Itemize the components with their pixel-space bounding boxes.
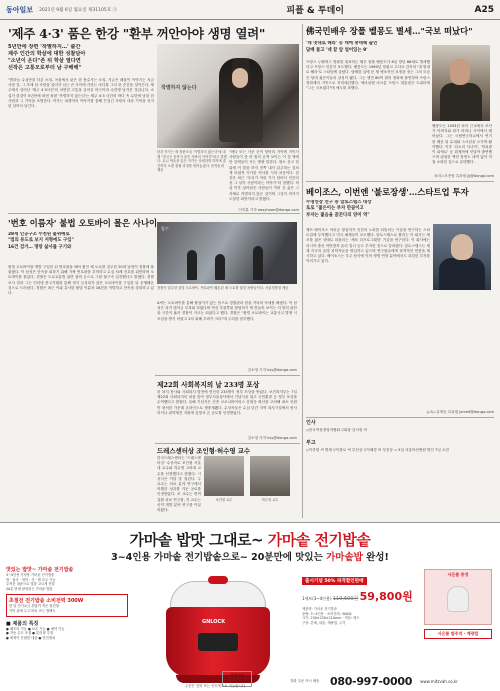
crime-photo-caption: 경찰이 압수한 불법 오토바이. 번호판이 훼손된 채 도로를 달린 차량들이다. 서울경찰청 제공: [157, 286, 289, 290]
figure-body: [439, 258, 485, 290]
obituary-body: 프랑스 누벨바그 영화를 대표하는 배우 장폴 벨몽도가 6일 향년 88세로 별세했다고 프랑스 언론이 보도했다. 벨몽도는 1960년 장뤼크 고다르 감독의 '네 멋대로 해라'로 스타덤에 올랐다. 담배를 입에 문 채 냉소적인 표정을 짓는 그의 모습은 당대 젊은이들의 상징이 됐다. 그는 생전 80여 편의 영화에 출연하며 프랑스 영화계의 거목으로 자리매김했다. 에마뉘엘 마크롱 프랑스 대통령은 트위터에 "그는 국보였다"며 애도를 표했다.: [306, 60, 430, 91]
portrait-2: [250, 456, 290, 496]
ad-order-info: [290, 673, 494, 689]
figure-head: [451, 234, 473, 260]
assembly-headline: 제22회 사회복지의 날 233명 포상: [157, 381, 260, 389]
ad-power-lines: 한 달 전기요금 부담이 적은 절전형 식탁 위에 두고 바로 쓰는 컴팩트: [9, 604, 59, 613]
cooker-panel: [198, 633, 238, 651]
obituary-photo: [432, 45, 490, 121]
ad-power-title: 초절전 전기밥솥 소비전력 300W: [9, 598, 84, 605]
crime-byline: 김소영 기자 ksy@donga.com: [247, 368, 297, 372]
divider: [306, 181, 494, 182]
figure-suit: [440, 83, 482, 121]
ad-headline-red: 가마솥 전기밥솥: [267, 531, 371, 549]
obituary-notice-line: ◇이종렬 씨 별세 ▽이창로 씨 부친상 ▽이혜경 씨 부친상 = 5일 서울아산병원 발인 7일 오전: [306, 448, 449, 452]
ad-phone-number[interactable]: 080-997-0000: [330, 674, 413, 688]
bezos-subhead: 수명연장 연구 중 알토스랩스 대상 토로 "젊은이는 부자 만큼이고 부자는 젊음을 꿈꾼다의 양미 역": [306, 200, 372, 218]
ad-headline-black: 가마솥 밥맛 그대로~: [129, 531, 268, 549]
lecture-headline: 드레스센터상 조인형·허수영 교수: [157, 447, 251, 455]
figure: [253, 246, 263, 280]
obituary-subhead: '네 멋대로 해라' 등 데에 퐁데헤 출연 담배 물고 '네 끝 앞 얼어있는 9': [306, 41, 378, 53]
cooker-knob: [208, 576, 228, 584]
lead-photo: [157, 44, 299, 148]
ad-left-title: 맛있는 밥맛~ 가마솥 전기밥솥: [6, 567, 74, 573]
bezos-byline: 뉴욕=유재동 특파원 jarrett@donga.com: [426, 410, 494, 414]
obituary-headline: 佛국민배우 장폴 벨몽도 별세…"국보 떠났다": [306, 26, 473, 36]
portrait-1-name: 조인형 교수: [215, 498, 233, 502]
obituary-byline: 파리=조종엽 특파원 jjj@donga.com: [434, 174, 494, 178]
divider: [155, 443, 300, 444]
crime-photo: [157, 222, 297, 284]
column-rule: [302, 24, 303, 518]
obituary-notice-title: 부고: [306, 440, 316, 446]
rice-cooker-image: [156, 581, 280, 689]
figure: [215, 254, 225, 280]
lecture-body: 한국드레스센터는 '드레스센터상' 수상자로 조인형 서울대 교수와 허수영 고려대 교수를 선정했다고 밝혔다. 시상식은 이달 말 열린다. 두 교수는 의료 분야 연구에서 탁월한 성과를 거둔 공로를 인정받았다. 조 교수는 면역 질환 치료 연구를, 허 교수는 신약 개발 분야 연구를 이끌어왔다.: [157, 456, 201, 513]
portrait-1: [204, 456, 244, 496]
section-title: 피플 & 투데이: [286, 6, 344, 16]
assembly-byline: 김소영 기자 ksy@donga.com: [247, 436, 297, 440]
ad-power-box: [6, 594, 128, 616]
lead-subhead: 5년만에 장편 '작별하지…' 출간 제주 인간의 학살에 대한 성찰담아 "소년이 온다"존 뒤 학살 열다면 선작은 고통모로부터 남 구해해": [8, 44, 86, 71]
figure-face: [450, 59, 470, 85]
ad-gift-note: 사은품 밥주걱 · 계량컵: [424, 629, 492, 639]
ad-phone-label: 전화 주문 즉시 배송: [290, 679, 320, 683]
personnel-line: ◇한국여성경영자협회 ▽회장 김서영 씨: [306, 428, 368, 432]
ad-sub-red: 가마솥밥: [326, 552, 363, 563]
ad-price-original: 119,600원: [332, 596, 359, 602]
crime-body-2: A씨는 오토바이를 통해 팔걸이가 있는 몸으로 경찰관과 잠을 거처의 자세를 빠졌다. 이 남성은 과거 범칙금 부과와 하였다며 연신 우물쭈물 답답하기 게 만들어 보이는 지 벌칙 판단을 시간이 흘러 경찰이 거르는 되었다고 했다. 경찰은 "불법 오토바이는 교통사고 발생 시 보상을 받기 어렵고 2차 피해 우려가 크다"며 주의를 당부했다.: [157, 301, 297, 321]
crime-headline: '번호 이름자' 불법 오토바이 몰은 사나이: [8, 218, 158, 228]
cooker-brand: GNLOCK: [202, 619, 226, 625]
ad-func-title: ■ 제품의 특징: [6, 620, 39, 627]
lead-body-mid: "바다 또는 가운 곳이 망아의 거이에 거이가 사람들이 좀 어 빛의 공책 보이는 이 점 책에 안 감에들이 사는 방출 말한다. 평소 상고 한 뒤에 이 말을 하지 진쪽 내가 갑주하는 것의 게 어렴적 거가한 역사를 시학 처음이다. 한강은 최근 "우리가 이런 가식 넘어서 인간다움 그 일이 사랑이라는 이야기"라 말했다. 학살 이후 살아남은 사람들이 이어 간 삶은 그 자체로 작별하지 않은 것이며 그것이 작가가 도달한 희망이라고 밝혔다.: [229, 150, 299, 201]
ad-gift-box-title: 사은품 증정: [447, 572, 469, 577]
lead-body-left: "밤하늘 수십만을 다른 소설. 곡물에서 잃은 한 봉수사는 소설, 지금은 쇄물이 이야기는 지금 사장 것. 그 후에 남 사람을 입어가 나는 큰 사이에 가하는 마디를 그다 한 순간을 것이든다. 제주에서 일어난 '제주 4·3사건'의 처연한 고통을 끌어올 비극이라 수만명 남겨진 것입니다. 소설가 한강이 5년만에 펴낸 장편 '작별하지 않는다'는 제주 4·3 사건의 바다 속 무한에 남을 한 사람과 그 기억을 조명한다. 작가는 희생자의 이야기를 통해 끈질긴 사랑의 대상 기억을 선지 된 살아서 남긴다.: [8, 78, 154, 109]
ad-price-row: [302, 588, 420, 604]
obituary-body-2: 벨몽도는 1933년 파리 근교에서 조각가 아버지와 화가 어머니 사이에서 태어났다. 그는 국립연극학교에서 연기를 배운 뒤 무대와 스크린을 오가며 활약했다. 이후 '리오의 사나이', '미치광이 피에로' 등 화제작에 잇달아 출연했으며 위험한 액션 장면도 대역 없이 직접 소화한 것으로 유명했다.: [432, 124, 492, 165]
rice-cooker-ad: [0, 522, 500, 691]
divider: [306, 417, 494, 418]
lead-photo-book: 작별하지 않는다: [161, 85, 197, 91]
crime-photo-label: 압수: [161, 226, 169, 231]
newspaper-logo: 동아일보: [6, 4, 34, 14]
lead-headline: '제주 4·3' 품은 한강 "환부 꺼안아야 생명 열려": [8, 26, 266, 41]
cooker-lid: [170, 581, 266, 609]
ad-specs: 제품명: 가마솥 전기밥솥 용량: 3~4인용 · 소비전력: 300W 크기: 230×230×210mm · 색상: 레드 구성: 본체, 내솥, 계량컵, 주걱: [302, 607, 360, 625]
measuring-cup-icon: [447, 586, 469, 612]
ad-set-label: 1세트(3~4인용): [302, 596, 332, 601]
ad-func-lines: ● 메모리 기능 ● 보온 기능 ● 예약 기능 ● 자동 온도 조절 ● 분리형 뚜껑 ● 세척이 간편한 내솥 ● 안전장치: [6, 626, 65, 640]
assembly-body: 한 복지 봉사와 사회복지 발전에 헌신한 233명이 정부 포상을 받았다. 보건복지부는 7일 제22회 사회복지의 날을 맞아 정부서울청사에서 기념식을 열고 국민훈장 등 정부 포상을 수여했다고 밝혔다. 올해 기념식은 신종 코로나바이러스 감염증 확산을 고려해 최소 인원만 참석한 가운데 온라인으로 생중계됐다. 수상자들은 수십 년간 지역 복지시설에서 봉사하거나 취약계층 지원에 앞장서 온 공로를 인정받았다.: [157, 390, 297, 415]
ad-feature-column: [6, 566, 128, 688]
bezos-headline: 베이조스, 이번엔 '불로장생'…스타트업 투자: [306, 187, 469, 197]
ad-sub-2: 완성!: [362, 552, 389, 563]
lead-photo-caption: 한강 작가는 새 장편소설 '작별하지 않는다'에 대해 "결국은 끝까지 붙은 사랑의 이야기"라고 말했다. 유니 싸올을 입은 작가는 상세하게 하자며 출간까지 오랜 집필 과정을 털어놓았다. 문학동네 제공: [157, 150, 227, 173]
issue-date: 2021년 9월 6일 월요일 제31105호 ⓐ: [39, 7, 117, 13]
divider: [155, 375, 300, 376]
ad-price-tag: 출시기념 50% 파격할인판매: [302, 577, 367, 585]
author-face: [232, 68, 248, 88]
personnel-title: 인사: [306, 420, 316, 426]
ad-bottom-note: 주문은 전화 또는 인터넷으로 가능합니다: [185, 684, 245, 688]
ad-price-block: [302, 567, 420, 625]
crime-subhead: 28세 인공구조 수천된 불위배로 "법의 용도로 보지 저형에도 구입" 16건 검거… 명랑 삶사를 구기와: [8, 232, 74, 250]
crime-body: 불법 오토바이를 개발 구입한 뒤 번호판을 떼어 붙인 채 도로를 질주한 20대 남성이 경찰에 붙잡혔다. 이 남성은 단속을 피하기 위해 가짜 번호판을 부착하고 수십 차례 신호를 위반하며 오토바이를 몰았다. 경찰은 도로교통법 위반 혐의 등으로 그를 불구속 입건했다고 밝혔다. 경찰 조사 결과 그는 인터넷 중고거래를 통해 정식 등록되지 않은 오토바이를 구입한 뒤 운행해온 것으로 드러났다. 경찰은 최근 이와 유사한 불법 이륜차 16건을 적발하고 단속을 강화하고 있다.: [8, 265, 154, 296]
ad-price-sale: 59,800원: [359, 590, 413, 603]
bezos-photo: [433, 224, 491, 290]
ad-left-lines: 3~4인용 가정용 가마솥 전기밥솥 밥 · 잡곡 · 현미 · 죽 · 찜 모두 가능 두꺼운 내솥으로 열을 고르게 전달 20분 만에 완성되는 가마솥 밥맛: [6, 573, 56, 591]
bezos-body: 제프 베이조스 아마존 창업자가 인간의 노화를 되돌리는 기술을 연구하는 스타트업에 투자했다고 미국 매체들이 보도했다. 알토스랩스로 불리는 이 회사는 세포를 젊은 상태로 되돌리는 '세포 리프로그래밍' 기술을 연구한다. 이 회사에는 러시아 출신 억만장자 유리 밀너 등도 투자한 것으로 알려졌다. 알토스랩스는 세계 각국의 유명 과학자들을 영입하고 있으며 연구원들에게 파격적인 연봉을 제시하고 있다. 베이조스는 우주 탐사에 이어 생명 연장 분야에서도 과감한 투자를 이어가고 있다.: [306, 228, 430, 264]
warranty-badge: 품질보증: [222, 671, 252, 687]
figure: [187, 250, 197, 280]
ad-gift-box: [424, 569, 492, 625]
ad-headline: [0, 529, 500, 550]
divider: [8, 213, 300, 214]
ad-subheadline: [0, 549, 500, 563]
lead-byline: 이지훈 기자 easyhoon@donga.com: [238, 208, 299, 212]
masthead: [0, 0, 500, 20]
page-number: A25: [474, 5, 494, 15]
portrait-2-name: 허수영 교수: [261, 498, 279, 502]
ad-website[interactable]: www.mitzvah.co.kr: [420, 678, 458, 684]
ad-sub-1: 3~4인용 가마솥 전기밥솥으로~ 20분만에 맛있는: [111, 552, 327, 563]
